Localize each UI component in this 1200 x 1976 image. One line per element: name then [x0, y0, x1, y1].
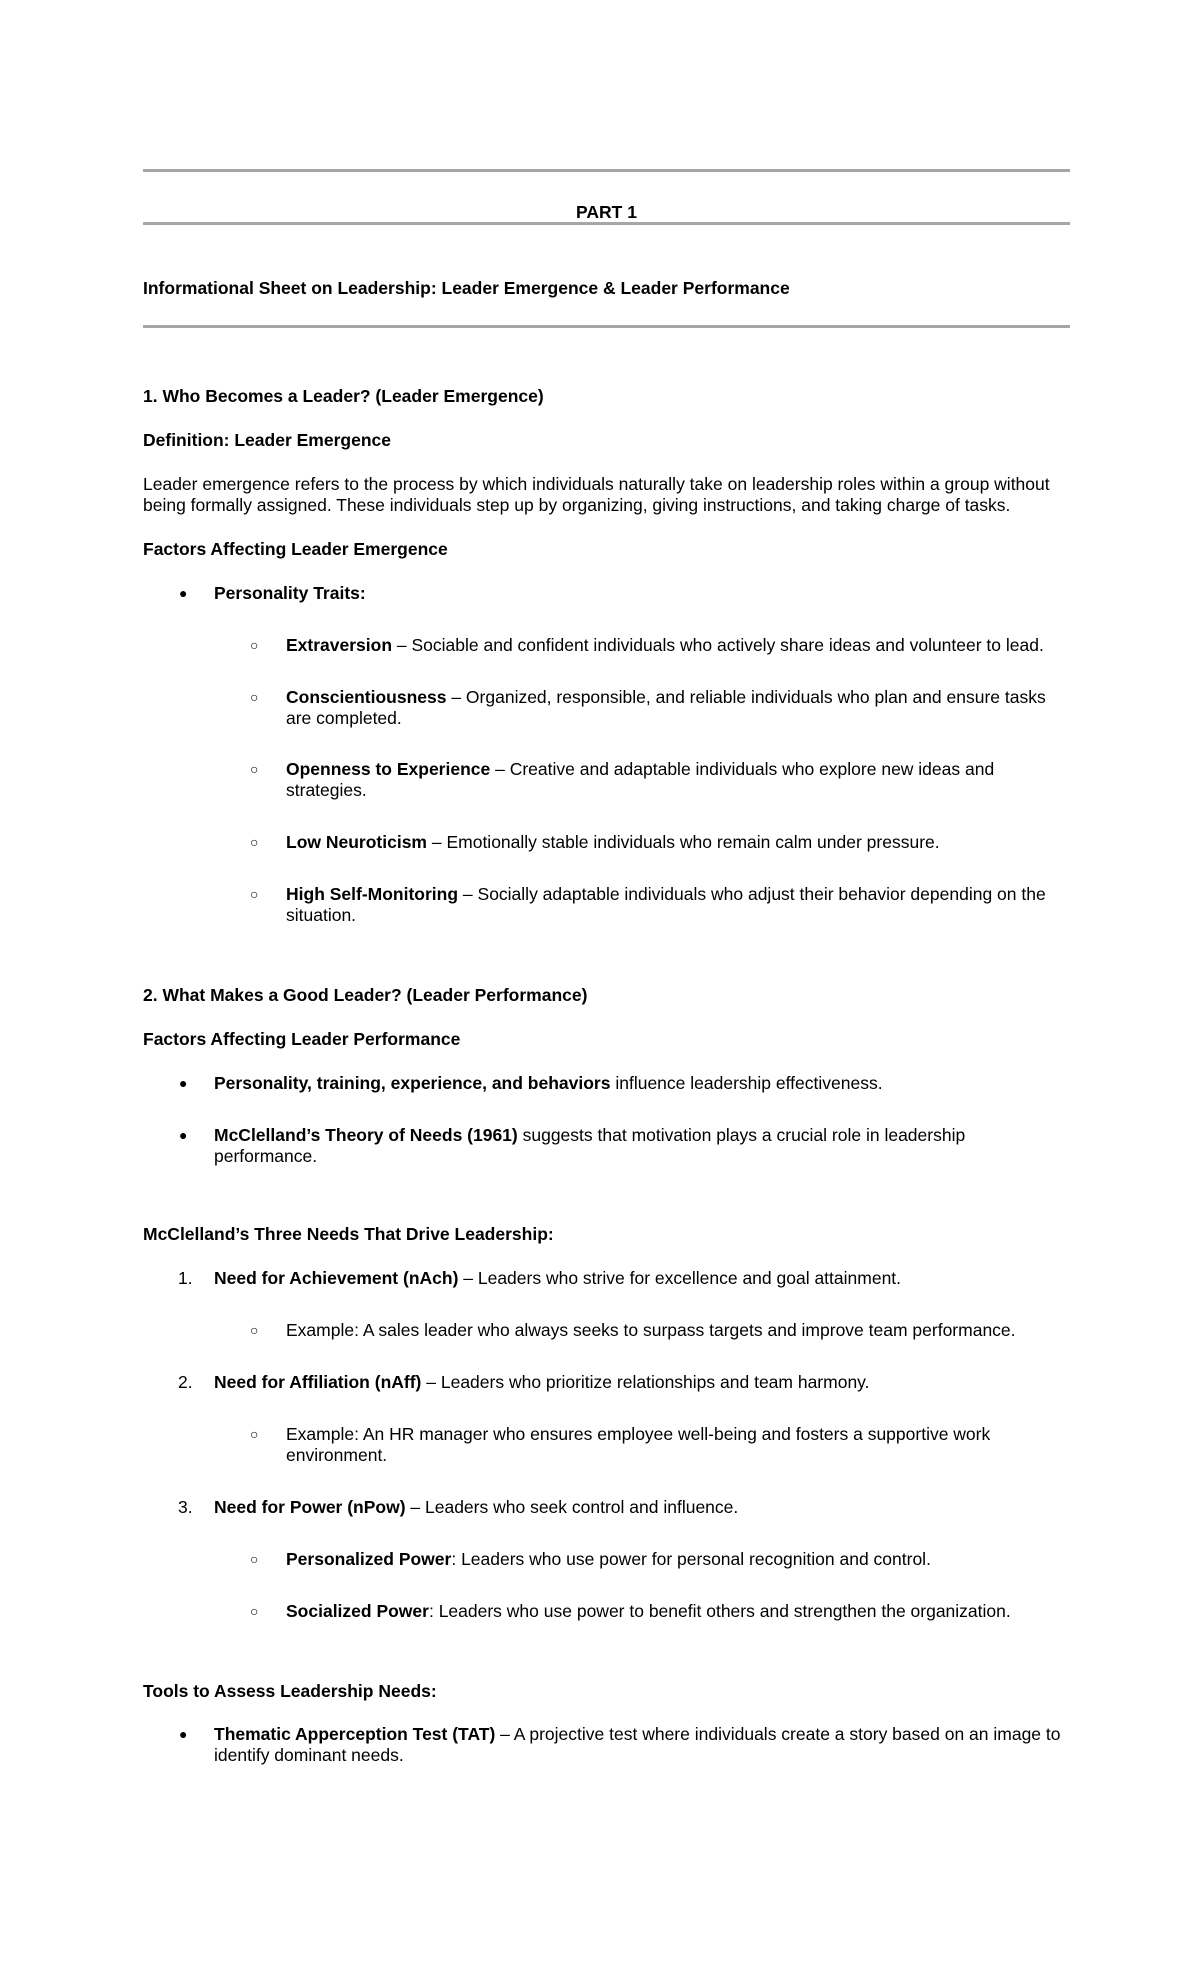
list-item	[143, 832, 1070, 853]
list-item: ● McClelland’s Theory of Needs (1961) suggests that motivation plays a crucial role in leadership performance.	[179, 1125, 966, 1166]
document-title: Informational Sheet on Leadership: Leader Emergence & Leader Performance	[143, 278, 790, 298]
trait-extraversion: Extraversion – Sociable and confident individuals who actively share ideas and volunteer to lead.	[286, 635, 1044, 655]
bullet-icon: ●	[179, 585, 188, 601]
trait-high-self-monitoring: High Self-Monitoring – Socially adaptable individuals who adjust their behavior depending on the situation.	[286, 884, 1046, 925]
list-item	[143, 583, 1070, 604]
bullet-icon: ●	[179, 1127, 188, 1143]
sub-bullet-icon: ○	[250, 1322, 259, 1338]
list-number: 2.	[178, 1372, 193, 1392]
list-item	[143, 635, 1070, 656]
achievement-example: Example: A sales leader who always seeks to surpass targets and improve team performance.	[286, 1320, 1016, 1340]
tools-heading: Tools to Assess Leadership Needs:	[143, 1681, 437, 1701]
needs-heading: McClelland’s Three Needs That Drive Leadership:	[143, 1224, 554, 1244]
list-item: ● Thematic Apperception Test (TAT) – A projective test where individuals create a story based on an image to identify dominant needs.	[179, 1724, 1061, 1765]
section-2-heading: 2. What Makes a Good Leader? (Leader Performance)	[143, 985, 588, 1005]
list-number: 3.	[178, 1497, 193, 1517]
list-item	[143, 884, 1070, 926]
sub-bullet-icon: ○	[250, 761, 259, 777]
sub-bullet-icon: ○	[250, 637, 259, 653]
sub-bullet-icon: ○	[250, 886, 259, 902]
sub-bullet-icon: ○	[250, 1551, 259, 1567]
definition-heading: Definition: Leader Emergence	[143, 430, 391, 450]
sub-bullet-icon: ○	[250, 834, 259, 850]
list-item: ○ Socialized Power: Leaders who use power to benefit others and strengthen the organization.	[250, 1601, 1011, 1621]
section-1-heading: 1. Who Becomes a Leader? (Leader Emergence)	[143, 386, 544, 406]
affiliation-example: Example: An HR manager who ensures employee well-being and fosters a supportive work environment.	[286, 1424, 991, 1465]
title-rule	[143, 325, 1070, 328]
list-item: 2. Need for Affiliation (nAff) – Leaders who prioritize relationships and team harmony.	[178, 1372, 870, 1392]
sub-bullet-icon: ○	[250, 689, 259, 705]
bullet-icon: ●	[179, 1075, 188, 1091]
trait-low-neuroticism: Low Neuroticism – Emotionally stable individuals who remain calm under pressure.	[286, 832, 940, 852]
trait-openness: Openness to Experience – Creative and adaptable individuals who explore new ideas and strategies.	[286, 759, 995, 800]
trait-conscientiousness: Conscientiousness – Organized, responsible, and reliable individuals who plan and ensure tasks are completed.	[286, 687, 1046, 728]
list-item: ○ Personalized Power: Leaders who use power for personal recognition and control.	[250, 1549, 931, 1569]
personality-traits-label: Personality Traits:	[214, 583, 366, 603]
top-rule	[143, 169, 1070, 172]
list-item	[143, 1424, 1070, 1466]
performance-factors-heading: Factors Affecting Leader Performance	[143, 1029, 461, 1049]
definition-text: Leader emergence refers to the process by which individuals naturally take on leadership roles within a group without being formally assigned. These individuals step up by organizing, giving instructions, and taking charge of tasks.	[143, 474, 1050, 515]
list-item: 3. Need for Power (nPow) – Leaders who seek control and influence.	[178, 1497, 739, 1517]
list-item	[143, 1320, 1070, 1341]
emergence-factors-heading: Factors Affecting Leader Emergence	[143, 539, 448, 559]
list-item: ● Personality, training, experience, and behaviors influence leadership effectiveness.	[179, 1073, 883, 1093]
bullet-icon: ●	[179, 1726, 188, 1742]
list-item	[143, 759, 1070, 801]
list-item	[143, 687, 1070, 729]
list-item: 1. Need for Achievement (nAch) – Leaders who strive for excellence and goal attainment.	[178, 1268, 902, 1288]
sub-bullet-icon: ○	[250, 1426, 259, 1442]
list-number: 1.	[178, 1268, 193, 1288]
sub-bullet-icon: ○	[250, 1603, 259, 1619]
part-underline-rule	[143, 222, 1070, 225]
part-label: PART 1	[576, 202, 637, 222]
